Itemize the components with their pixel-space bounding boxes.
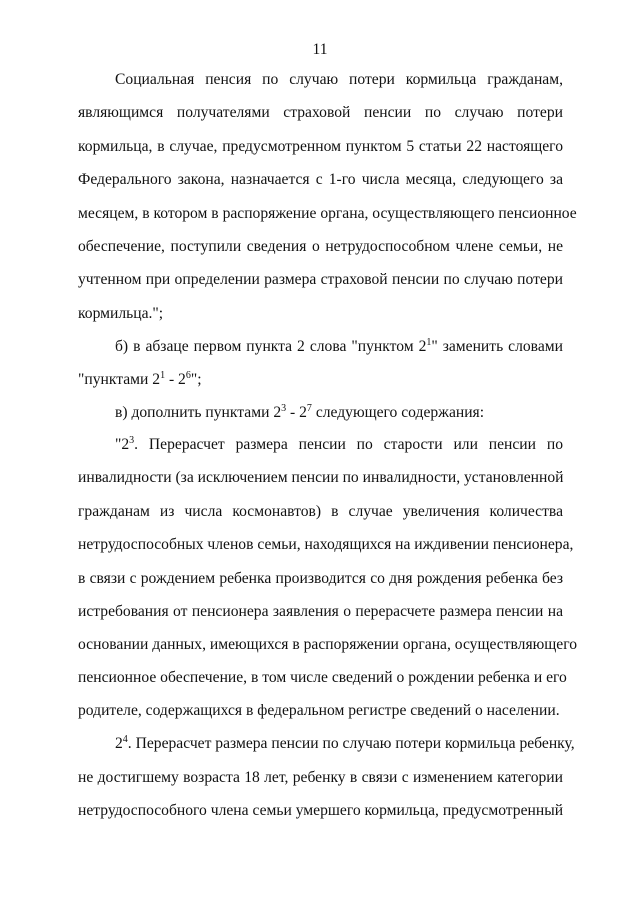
paragraph-line: нетрудоспособных членов семьи, находящихся на иждивении пенсионера,: [78, 536, 574, 553]
paragraph-line: в связи с рождением ребенка производится со дня рождения ребенка без: [78, 570, 563, 587]
paragraph-line: родителе, содержащихся в федеральном регистре сведений о населении.: [78, 702, 560, 719]
paragraph-line: основании данных, имеющихся в распоряжении органа, осуществляющего: [78, 636, 578, 653]
paragraph-line: пенсионное обеспечение, в том числе сведений о рождении ребенка и его: [78, 669, 567, 686]
paragraph-line: обеспечение, поступили сведения о нетрудоспособном члене семьи, не: [78, 238, 563, 255]
paragraph-line: Федерального закона, назначается с 1-го числа месяца, следующего за: [78, 171, 563, 188]
paragraph-line: являющимся получателями страховой пенсии по случаю потери: [78, 104, 563, 121]
paragraph-line: "$2^3$. Перерасчет размера пенсии по старости или пенсии по: [115, 434, 563, 453]
paragraph-line: кормильца.";: [78, 305, 164, 322]
paragraph-line: месяцем, в котором в распоряжение органа, осуществляющего пенсионное: [78, 205, 577, 222]
paragraph-line: б) в абзаце первом пункта 2 слова "пунктом $2^1$" заменить словами: [115, 336, 563, 355]
paragraph-line: Социальная пенсия по случаю потери кормильца гражданам,: [115, 71, 563, 88]
page-number: 11: [312, 41, 328, 58]
paragraph-line: гражданам из числа космонавтов) в случае увеличения количества: [78, 503, 563, 520]
paragraph-line: не достигшему возраста 18 лет, ребенку в связи с изменением категории: [78, 769, 563, 786]
paragraph-line: истребования от пенсионера заявления о перерасчете размера пенсии на: [78, 603, 563, 620]
paragraph-line: кормильца, в случае, предусмотренном пунктом 5 статьи 22 настоящего: [78, 138, 563, 155]
paragraph-line: $2^4$. Перерасчет размера пенсии по случаю потери кормильца ребенку,: [115, 733, 575, 752]
paragraph-line: в) дополнить пунктами $2^3 - 2^7$ следующего содержания:: [115, 402, 485, 421]
paragraph-line: учтенном при определении размера страховой пенсии по случаю потери: [78, 271, 563, 288]
paragraph-line: нетрудоспособного члена семьи умершего кормильца, предусмотренный: [78, 802, 564, 819]
paragraph-line: "пунктами $2^1 - 2^6$";: [78, 369, 202, 388]
paragraph-line: инвалидности (за исключением пенсии по инвалидности, установленной: [78, 469, 564, 486]
